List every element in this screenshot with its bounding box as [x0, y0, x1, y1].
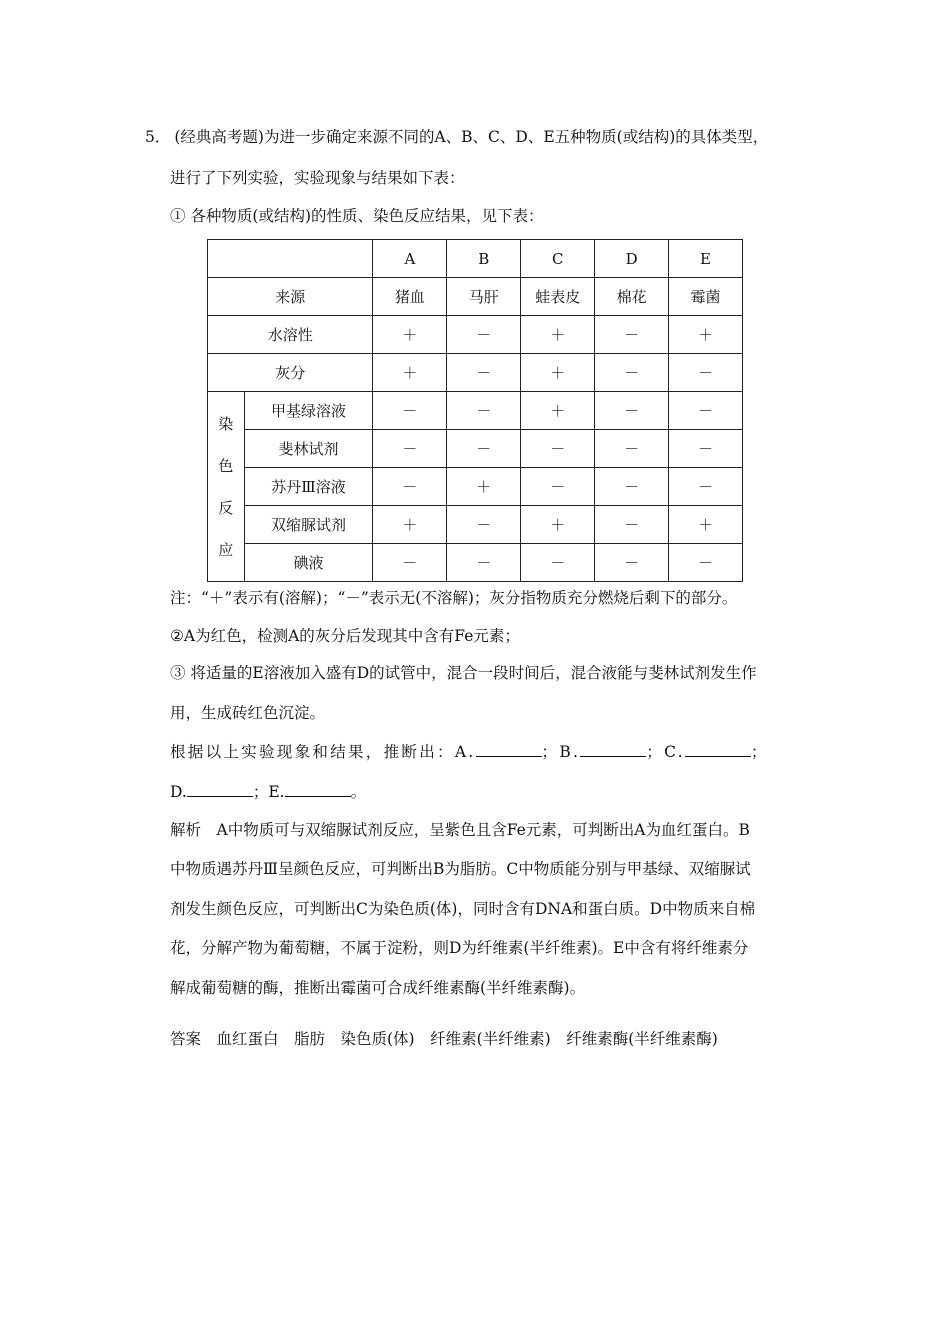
- separator: ；: [750, 743, 769, 761]
- item-3-line-2: 用，生成砖红色沉淀。: [170, 704, 326, 722]
- table-cell: ＋: [373, 316, 447, 354]
- question-number: 5．: [145, 128, 171, 146]
- column-header: D: [595, 240, 669, 278]
- table-cell: ＋: [669, 316, 743, 354]
- blank-e[interactable]: [285, 782, 351, 797]
- column-header: C: [521, 240, 595, 278]
- table-cell: －: [669, 392, 743, 430]
- period: 。: [350, 783, 367, 801]
- item-2: ②A为红色，检测A的灰分后发现其中含有Fe元素；: [170, 627, 520, 645]
- table-cell: －: [447, 506, 521, 544]
- analysis-line: 花，分解产物为葡萄糖，不属于淀粉，则D为纤维素(半纤维素)。E中含有将纤维素分: [170, 939, 749, 957]
- label-e: ；E.: [252, 783, 285, 801]
- table-cell: －: [669, 430, 743, 468]
- table-header-row: [208, 240, 743, 278]
- table-cell: ＋: [373, 354, 447, 392]
- table-cell: －: [521, 430, 595, 468]
- table-row: [208, 468, 743, 506]
- analysis-line: 中物质遇苏丹Ⅲ呈颜色反应，可判断出B为脂肪。C中物质能分别与甲基绿、双缩脲试: [170, 860, 751, 878]
- analysis-line: 剂发生颜色反应，可判断出C为染色质(体)，同时含有DNA和蛋白质。D中物质来自棉: [170, 900, 756, 918]
- row-label: 斐林试剂: [244, 430, 373, 468]
- label-b: ；B.: [541, 743, 581, 761]
- table-row: [208, 506, 743, 544]
- inference-prefix: 根据以上实验现象和结果，推断出：: [170, 743, 455, 761]
- question-stem: (经典高考题)为进一步确定来源不同的A、B、C、D、E五种物质(或结构)的具体类型，: [174, 128, 769, 146]
- blank-b[interactable]: [580, 742, 646, 757]
- table-cell: 蛙表皮: [521, 278, 595, 316]
- table-cell: －: [373, 392, 447, 430]
- row-label: 苏丹Ⅲ溶液: [244, 468, 373, 506]
- table-cell: 猪血: [373, 278, 447, 316]
- table-row: [208, 544, 743, 582]
- table-cell: －: [521, 544, 595, 582]
- group-label-staining: 染 色 反 应: [208, 392, 245, 582]
- blank-d[interactable]: [187, 782, 253, 797]
- table-cell: －: [595, 354, 669, 392]
- table-cell: －: [447, 316, 521, 354]
- row-label: 甲基绿溶液: [244, 392, 373, 430]
- table-cell: －: [521, 468, 595, 506]
- table-cell: －: [669, 354, 743, 392]
- label-d: D.: [170, 783, 187, 801]
- table-cell: ＋: [521, 354, 595, 392]
- column-header: E: [669, 240, 743, 278]
- label-a: A.: [454, 743, 476, 761]
- table-cell: ＋: [447, 468, 521, 506]
- table-cell: －: [373, 544, 447, 582]
- table-corner: [208, 240, 373, 278]
- table-cell: －: [595, 392, 669, 430]
- table-cell: 马肝: [447, 278, 521, 316]
- inference-line-1: [170, 741, 769, 763]
- table-cell: ＋: [521, 506, 595, 544]
- table-cell: －: [373, 468, 447, 506]
- table-row: [208, 430, 743, 468]
- table-row: [208, 354, 743, 392]
- table-cell: ＋: [521, 316, 595, 354]
- row-label: 灰分: [208, 354, 373, 392]
- table-cell: 霉菌: [669, 278, 743, 316]
- table-cell: ＋: [669, 506, 743, 544]
- table-cell: －: [595, 430, 669, 468]
- blank-c[interactable]: [685, 742, 751, 757]
- item-3-line-1: ③ 将适量的E溶液加入盛有D的试管中，混合一段时间后，混合液能与斐林试剂发生作: [170, 664, 757, 682]
- column-header: A: [373, 240, 447, 278]
- label-c: ；C.: [646, 743, 685, 761]
- table-cell: －: [669, 468, 743, 506]
- answer-line: 答案 血红蛋白 脂肪 染色质(体) 纤维素(半纤维素) 纤维素酶(半纤维素酶): [170, 1030, 718, 1048]
- analysis-line: 解成葡萄糖的酶，推断出霉菌可合成纤维素酶(半纤维素酶)。: [170, 979, 586, 997]
- table-cell: －: [447, 354, 521, 392]
- table-cell: －: [669, 544, 743, 582]
- results-table: [207, 239, 743, 582]
- table-cell: －: [595, 316, 669, 354]
- table-row: [208, 278, 743, 316]
- table-cell: －: [447, 392, 521, 430]
- question-line-1: [145, 126, 768, 148]
- row-label: 来源: [208, 278, 373, 316]
- row-label: 水溶性: [208, 316, 373, 354]
- column-header: B: [447, 240, 521, 278]
- table-cell: ＋: [521, 392, 595, 430]
- table-cell: －: [373, 430, 447, 468]
- table-note: 注：“＋”表示有(溶解)；“－”表示无(不溶解)；灰分指物质充分燃烧后剩下的部分。: [170, 589, 738, 607]
- table-cell: －: [447, 544, 521, 582]
- row-label: 碘液: [244, 544, 373, 582]
- table-row: [208, 392, 743, 430]
- table-cell: －: [595, 468, 669, 506]
- table-row: [208, 316, 743, 354]
- question-line-2: 进行了下列实验，实验现象与结果如下表：: [170, 169, 465, 187]
- item-1: ① 各种物质(或结构)的性质、染色反应结果，见下表：: [170, 207, 544, 225]
- table-cell: －: [595, 506, 669, 544]
- inference-line-2: [170, 781, 366, 803]
- table-cell: －: [595, 544, 669, 582]
- table-cell: －: [447, 430, 521, 468]
- table-cell: ＋: [373, 506, 447, 544]
- row-label: 双缩脲试剂: [244, 506, 373, 544]
- blank-a[interactable]: [476, 742, 542, 757]
- analysis-line: 解析 A中物质可与双缩脲试剂反应，呈紫色且含Fe元素，可判断出A为血红蛋白。B: [170, 821, 750, 839]
- table-cell: 棉花: [595, 278, 669, 316]
